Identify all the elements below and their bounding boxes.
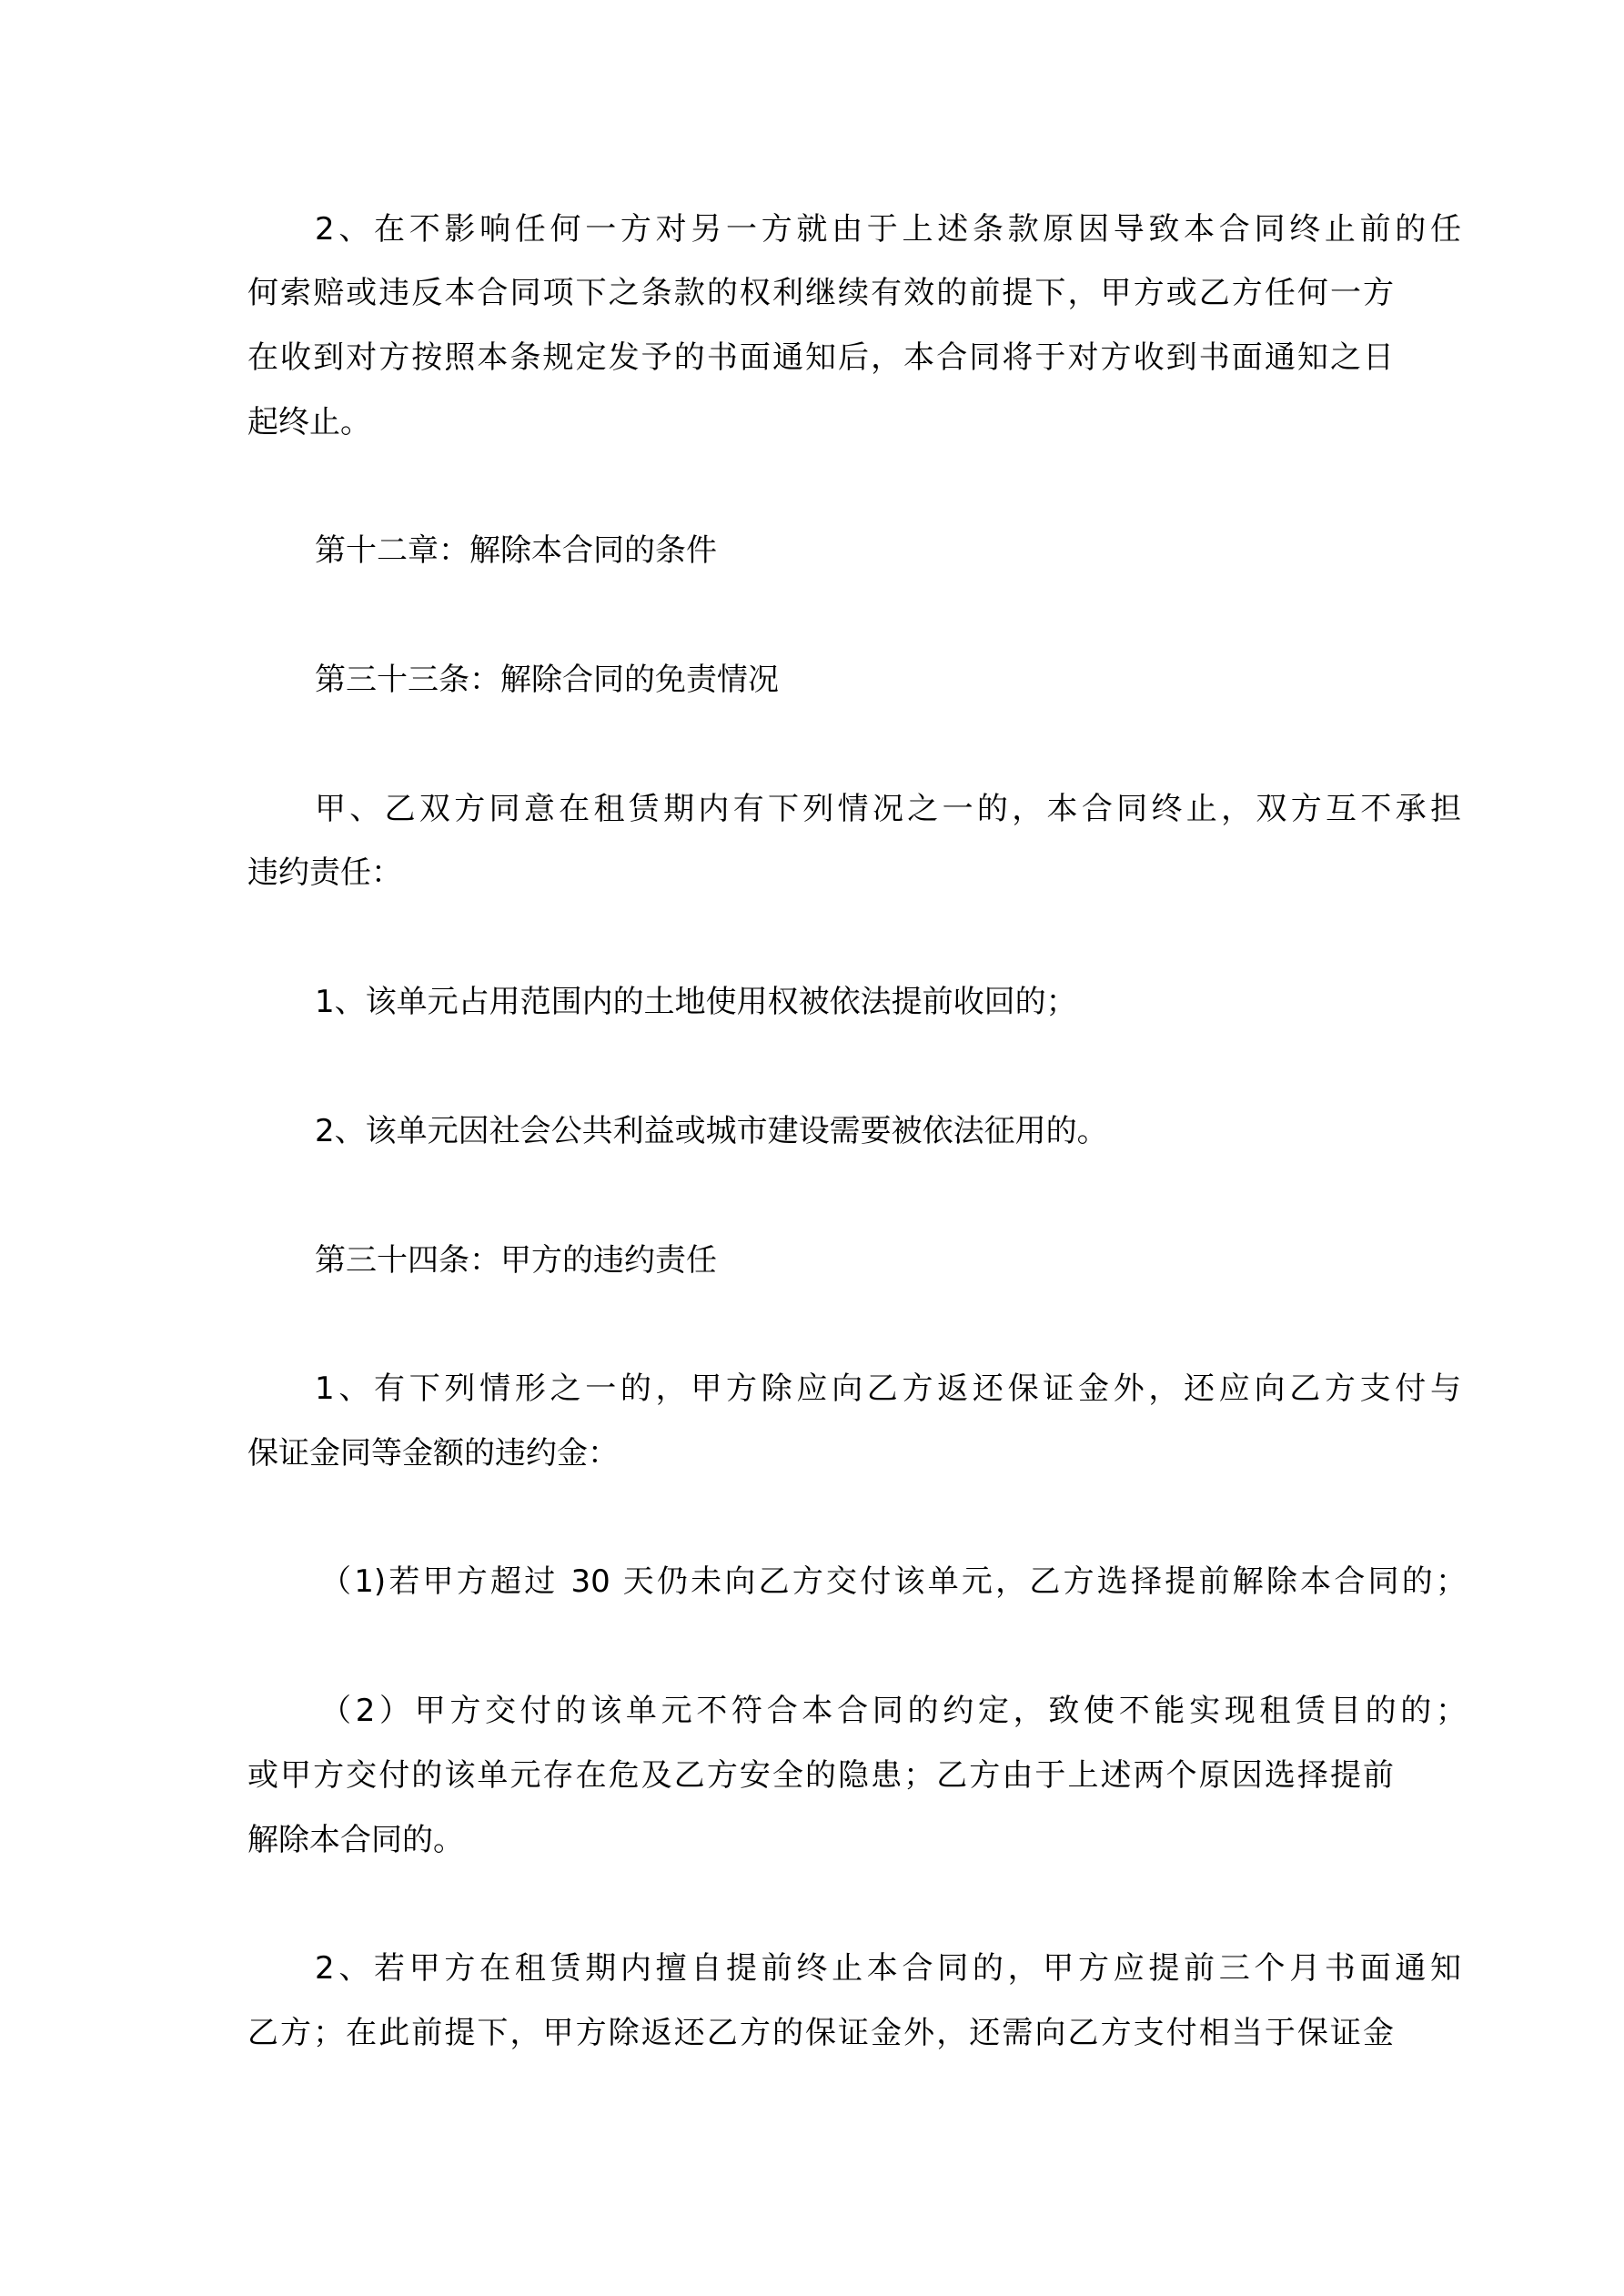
article-heading: 第三十四条：甲方的违约责任: [315, 1242, 717, 1279]
text-line: 1、有下列情形之一的，甲方除应向乙方返还保证金外，还应向乙方支付与: [315, 1371, 1461, 1407]
text-line: 2、在不影响任何一方对另一方就由于上述条款原因导致本合同终止前的任: [315, 211, 1461, 248]
text-line: 在收到对方按照本条规定发予的书面通知后，本合同将于对方收到书面通知之日: [247, 339, 1394, 376]
text-line: 保证金同等金额的违约金：: [247, 1435, 619, 1472]
list-item: （2）甲方交付的该单元不符合本合同的约定，致使不能实现租赁目的的；: [320, 1693, 1467, 1729]
text-line: 违约责任：: [247, 855, 402, 891]
text-line: 或甲方交付的该单元存在危及乙方安全的隐患；乙方由于上述两个原因选择提前: [247, 1757, 1394, 1794]
text-line: 2、若甲方在租赁期内擅自提前终止本合同的，甲方应提前三个月书面通知: [315, 1950, 1461, 1987]
list-item: 2、该单元因社会公共利益或城市建设需要被依法征用的。: [315, 1113, 1108, 1149]
list-item: 1、该单元占用范围内的土地使用权被依法提前收回的；: [315, 984, 1077, 1020]
list-item: （1)若甲方超过 30 天仍未向乙方交付该单元，乙方选择提前解除本合同的；: [320, 1563, 1467, 1600]
text-line: 甲、乙双方同意在租赁期内有下列情况之一的，本合同终止，双方互不承担: [315, 791, 1461, 827]
chapter-heading: 第十二章：解除本合同的条件: [315, 532, 717, 569]
text-line: 何索赔或违反本合同项下之条款的权利继续有效的前提下，甲方或乙方任何一方: [247, 275, 1394, 311]
text-line: 解除本合同的。: [247, 1822, 464, 1858]
text-line: 乙方；在此前提下，甲方除返还乙方的保证金外，还需向乙方支付相当于保证金: [247, 2015, 1394, 2051]
text-line: 起终止。: [247, 404, 371, 440]
article-heading: 第三十三条：解除合同的免责情况: [315, 662, 779, 698]
